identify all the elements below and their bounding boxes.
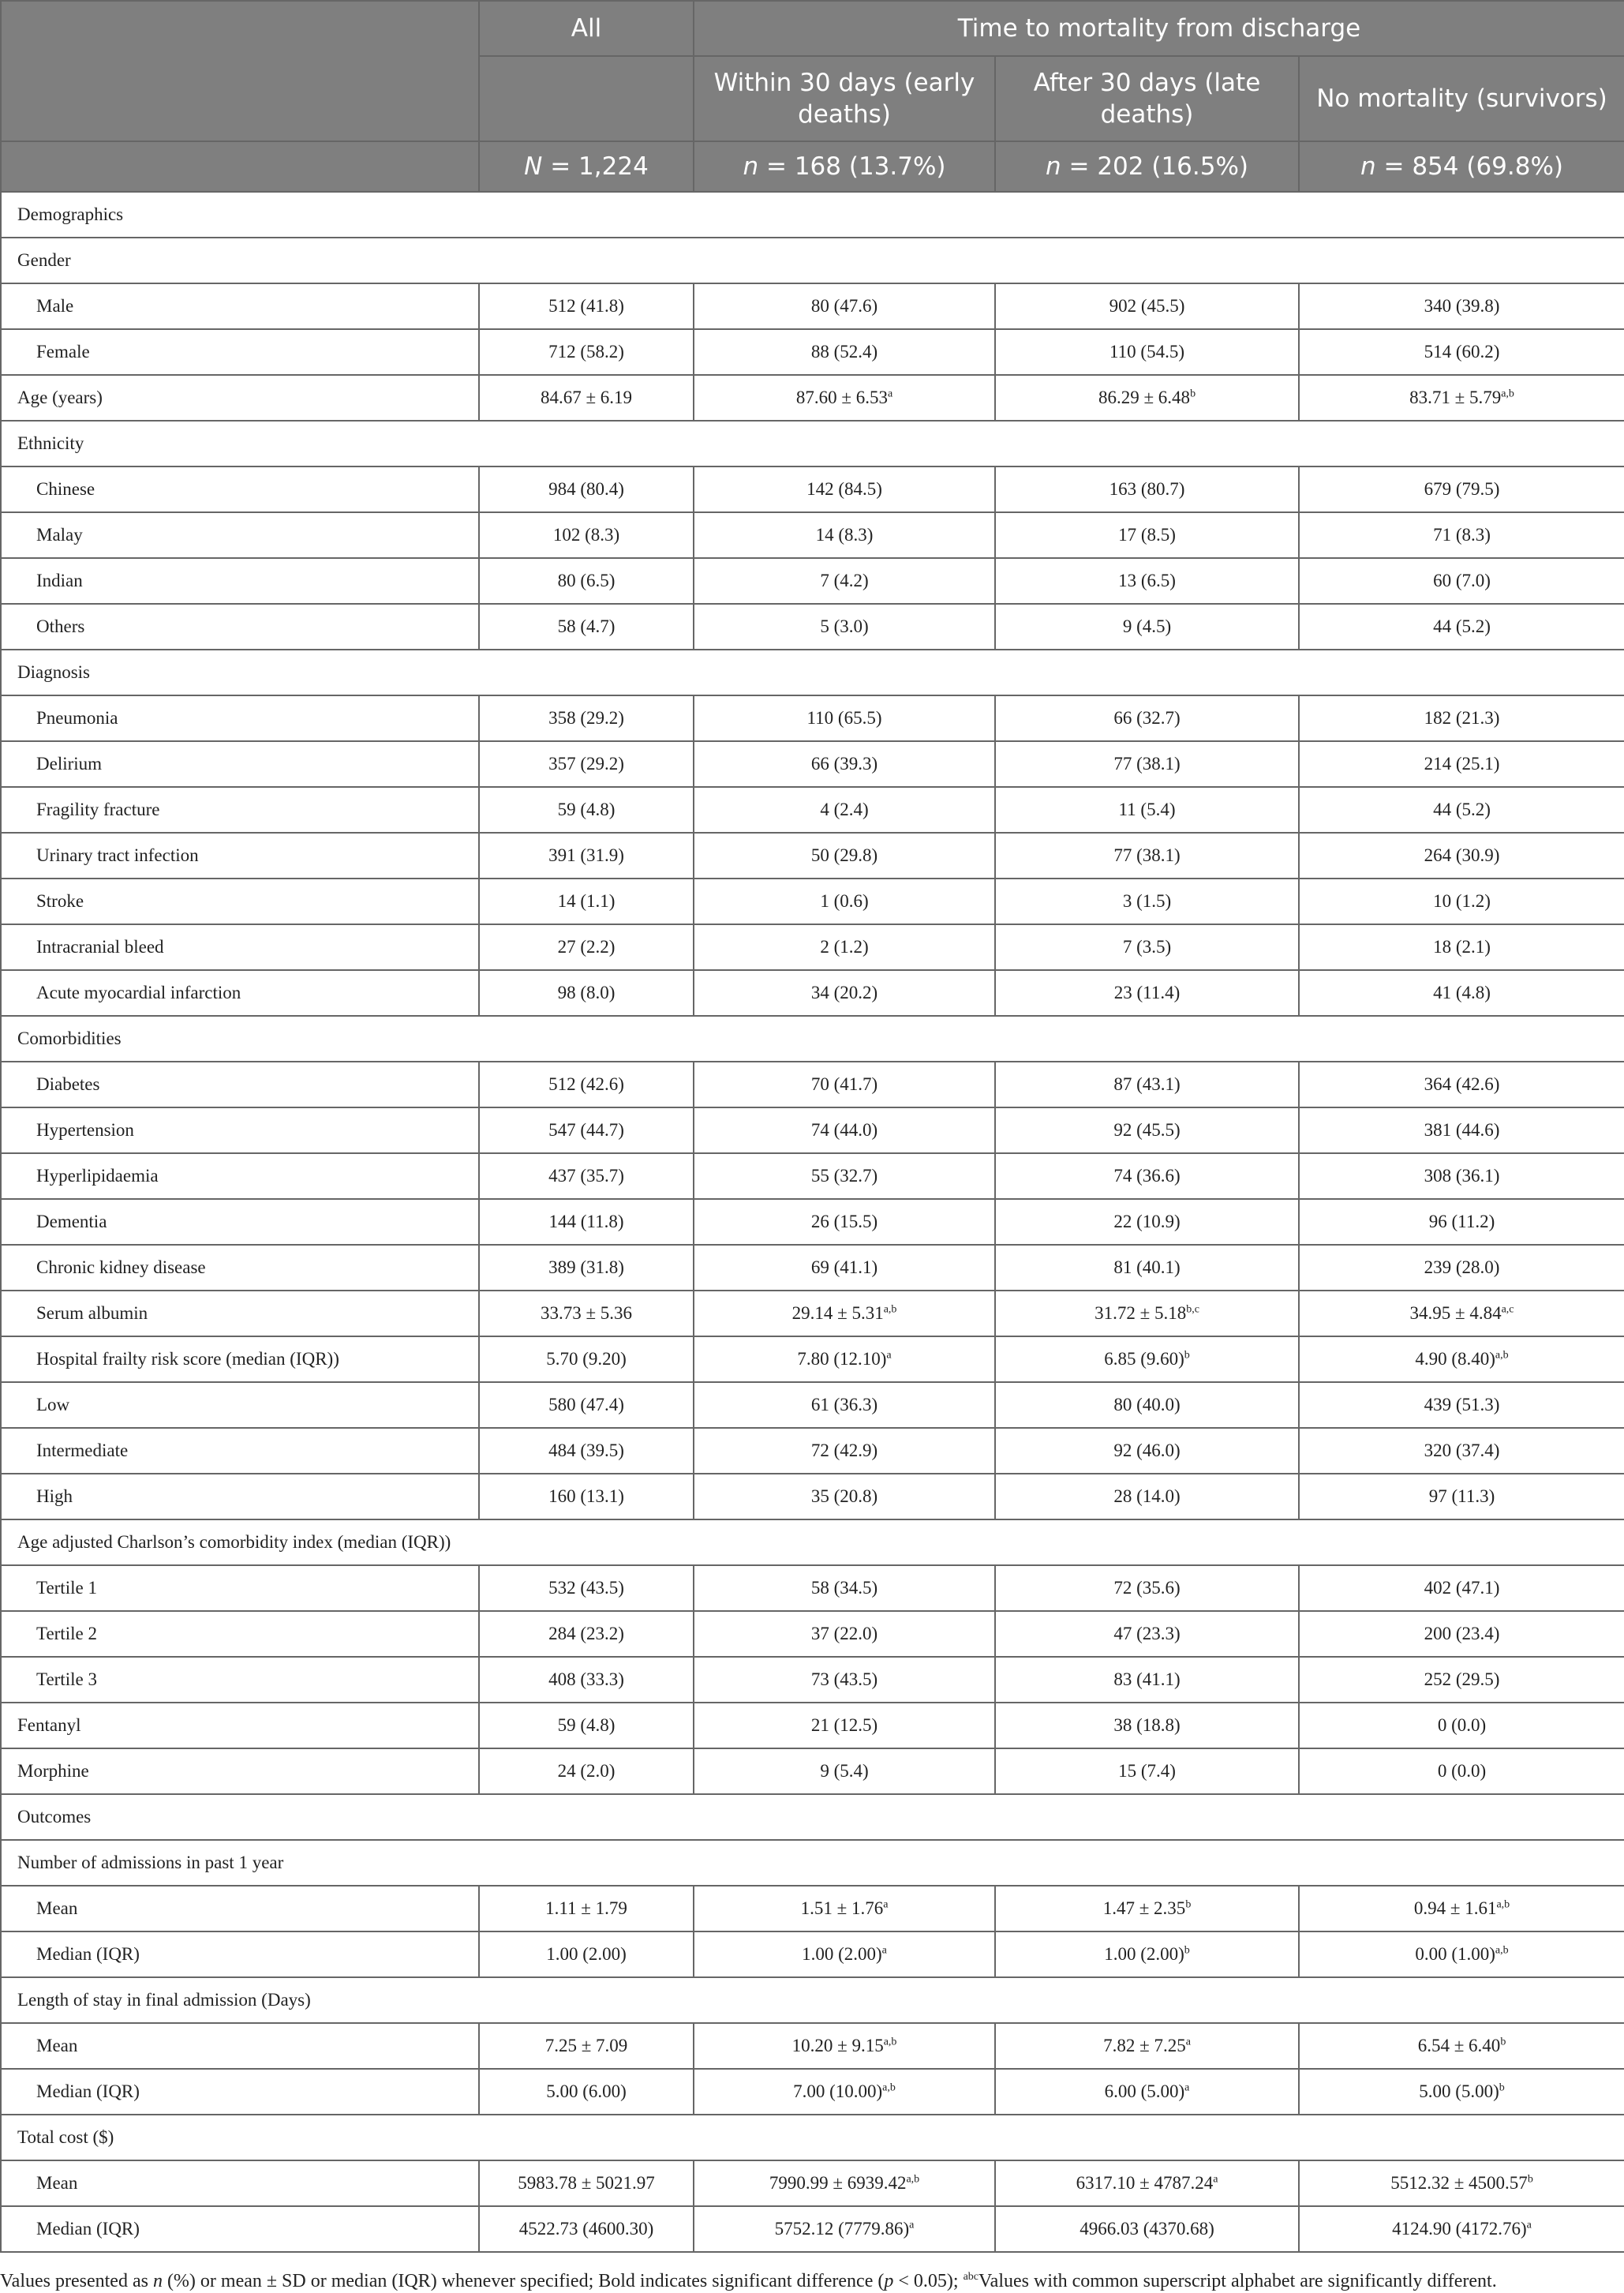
cell-value: 110 (54.5) [995,329,1299,375]
row-label: Acute myocardial infarction [1,970,479,1016]
cell-value: 50 (29.8) [694,833,995,879]
row-label: Tertile 1 [1,1565,479,1611]
cell-value: 81 (40.1) [995,1245,1299,1291]
cell-superscript: a [883,1898,889,1911]
cell-value: 60 (7.0) [1299,558,1624,604]
cell-value: 10 (1.2) [1299,879,1624,924]
cell-value: 1.00 (2.00) [479,1931,694,1977]
section-label: Total cost ($) [1,2115,1624,2160]
row-label: Hospital frailty risk score (median (IQR)) [1,1336,479,1382]
cell-superscript: b [1500,2036,1506,2048]
section-row [1,1794,1624,1840]
cell-value: 70 (41.7) [694,1062,995,1107]
cell-value: 7.80 $(12.10)^a$ [694,1336,995,1382]
cell-value: 77 (38.1) [995,833,1299,879]
cell-superscript: a [886,1349,892,1362]
table-row [1,1336,1624,1382]
cell-value: 7 (4.2) [694,558,995,604]
row-label: Diabetes [1,1062,479,1107]
cell-value: 14 (1.1) [479,879,694,924]
row-label: Male [1,283,479,329]
table-row [1,924,1624,970]
cell-value: 97 (11.3) [1299,1474,1624,1519]
cell-value: 1.51 ± 1.76$^a$ [694,1886,995,1931]
cell-value: 61 (36.3) [694,1382,995,1428]
cell-value: 7.82 ± 7.25$^a$ [995,2023,1299,2069]
cell-value: 437 (35.7) [479,1153,694,1199]
cell-value: 408 (33.3) [479,1657,694,1703]
cell-value: $0.94 \pm 1.61^{a,b}$ [1299,1886,1624,1931]
table-row [1,1657,1624,1703]
header-n-surv: n = 854 (69.8%) [1299,141,1624,192]
cell-value: 80 (47.6) [694,283,995,329]
table-row [1,2023,1624,2069]
table-row [1,1291,1624,1336]
row-label: Chronic kidney disease [1,1245,479,1291]
row-label: Malay [1,512,479,558]
cell-superscript: a,b [1495,1944,1509,1957]
cell-value: 902 (45.5) [995,283,1299,329]
cell-value: 0 (0.0) [1299,1748,1624,1794]
cell-value: 92 (46.0) [995,1428,1299,1474]
cell-value: 58 (34.5) [694,1565,995,1611]
cell-value: 4522.73 (4600.30) [479,2206,694,2252]
cell-superscript: a,b [1501,388,1514,400]
table-row [1,283,1624,329]
cell-superscript: a,b [906,2173,920,2186]
cell-value: 6317.10 ± 4787.24$^a$ [995,2160,1299,2206]
cell-value: 7.25 ± 7.09 [479,2023,694,2069]
section-label: Ethnicity [1,421,1624,466]
cell-value: 80 (40.0) [995,1382,1299,1428]
cell-superscript: a [909,2219,915,2231]
cell-value: 59 (4.8) [479,1703,694,1748]
row-label: Others [1,604,479,650]
cell-superscript: a [881,1944,887,1957]
cell-value: 23 (11.4) [995,970,1299,1016]
cell-superscript: a [1185,2036,1191,2048]
cell-value: 96 (11.2) [1299,1199,1624,1245]
cell-value: 77 (38.1) [995,741,1299,787]
row-label: Fentanyl [1,1703,479,1748]
cell-value: 72 (42.9) [694,1428,995,1474]
table-row [1,1199,1624,1245]
section-row [1,192,1624,238]
table-row [1,1931,1624,1977]
cell-value: 59 (4.8) [479,787,694,833]
table-row [1,1382,1624,1428]
row-label: Age (years) [1,375,479,421]
table-row [1,329,1624,375]
cell-value: 532 (43.5) [479,1565,694,1611]
cell-value: 1.11 ± 1.79 [479,1886,694,1931]
table-row [1,1474,1624,1519]
cell-value: $7990.99 \pm 6939.42^{a,b}$ [694,2160,995,2206]
cell-value: 87.60 ± 6.53$^a$ [694,375,995,421]
cell-value: 1.00 $(2.00)^b$ [995,1931,1299,1977]
cell-value: 35 (20.8) [694,1474,995,1519]
cell-value: 320 (37.4) [1299,1428,1624,1474]
row-label: Chinese [1,466,479,512]
table-row [1,970,1624,1016]
cell-value: 5.70 (9.20) [479,1336,694,1382]
cell-value: 41 (4.8) [1299,970,1624,1016]
cell-value: 1.00 $(2.00)^a$ [694,1931,995,1977]
cell-value: 357 (29.2) [479,741,694,787]
cell-value: 66 (32.7) [995,695,1299,741]
row-label: Tertile 2 [1,1611,479,1657]
table-row [1,1565,1624,1611]
section-label: Demographics [1,192,1624,238]
row-label: High [1,1474,479,1519]
section-row [1,421,1624,466]
cell-value: 3 (1.5) [995,879,1299,924]
cell-value: 4 (2.4) [694,787,995,833]
table-row [1,466,1624,512]
cell-value: 514 (60.2) [1299,329,1624,375]
table-row [1,604,1624,650]
cell-value: 5512.32 ± 4500.57$^b$ [1299,2160,1624,2206]
cell-value: 102 (8.3) [479,512,694,558]
cell-value: 284 (23.2) [479,1611,694,1657]
cell-value: 547 (44.7) [479,1107,694,1153]
cell-value: 4.90 $(8.40)^{a,b}$ [1299,1336,1624,1382]
cell-superscript: b [1184,1349,1190,1362]
cell-superscript: b,c [1186,1303,1199,1316]
row-label: Median (IQR) [1,1931,479,1977]
table-row [1,1428,1624,1474]
table-row [1,1748,1624,1794]
cell-value: 402 (47.1) [1299,1565,1624,1611]
cell-value: 0 (0.0) [1299,1703,1624,1748]
cell-value: 73 (43.5) [694,1657,995,1703]
table-row [1,1245,1624,1291]
header-col-late: After 30 days (late deaths) [995,56,1299,141]
section-label: Comorbidities [1,1016,1624,1062]
cell-value: 24 (2.0) [479,1748,694,1794]
cell-value: 98 (8.0) [479,970,694,1016]
cell-value: 214 (25.1) [1299,741,1624,787]
row-label: Delirium [1,741,479,787]
cell-superscript: b [1185,1898,1192,1911]
table-row [1,833,1624,879]
cell-superscript: b [1184,1944,1190,1957]
cell-value: 44 (5.2) [1299,787,1624,833]
cell-value: 679 (79.5) [1299,466,1624,512]
row-label: Indian [1,558,479,604]
cell-value: 38 (18.8) [995,1703,1299,1748]
cell-value: 9 (5.4) [694,1748,995,1794]
cell-superscript: b [1190,388,1196,400]
cell-value: 27 (2.2) [479,924,694,970]
header-n-all: N = 1,224 [479,141,694,192]
cell-value: 512 (41.8) [479,283,694,329]
table-row [1,512,1624,558]
header-col-surv: No mortality (survivors) [1299,56,1624,141]
cell-value: 364 (42.6) [1299,1062,1624,1107]
cell-value: 163 (80.7) [995,466,1299,512]
cell-value: 55 (32.7) [694,1153,995,1199]
cell-value: 7 (3.5) [995,924,1299,970]
row-label: Tertile 3 [1,1657,479,1703]
cell-value: 44 (5.2) [1299,604,1624,650]
cell-value: 239 (28.0) [1299,1245,1624,1291]
cell-superscript: a,c [1501,1303,1514,1316]
cell-value: 9 (4.5) [995,604,1299,650]
cell-value: 6.54 ± 6.40$^b$ [1299,2023,1624,2069]
section-label: Length of stay in final admission (Days) [1,1977,1624,2023]
cell-value: 712 (58.2) [479,329,694,375]
section-label: Age adjusted Charlson’s comorbidity index (median (IQR)) [1,1519,1624,1565]
cell-value: 142 (84.5) [694,466,995,512]
cell-value: 13 (6.5) [995,558,1299,604]
cell-value: 33.73 ± 5.36 [479,1291,694,1336]
cell-value: 512 (42.6) [479,1062,694,1107]
cell-superscript: a [1526,2219,1532,2231]
cell-value: $34.95 \pm 4.84^{a,c}$ [1299,1291,1624,1336]
cell-value: 80 (6.5) [479,558,694,604]
table-row [1,741,1624,787]
header-empty-cell [1,1,479,141]
section-row [1,1016,1624,1062]
cell-value: 7.00 $(10.00)^{a,b}$ [694,2069,995,2115]
cell-superscript: a [1213,2173,1218,2186]
cell-value: 5983.78 ± 5021.97 [479,2160,694,2206]
cell-value: 160 (13.1) [479,1474,694,1519]
cell-value: 18 (2.1) [1299,924,1624,970]
cell-value: 15 (7.4) [995,1748,1299,1794]
cell-value: 389 (31.8) [479,1245,694,1291]
cell-superscript: a,b [1496,1898,1510,1911]
section-row [1,1840,1624,1886]
cell-value: 439 (51.3) [1299,1382,1624,1428]
table-row [1,1107,1624,1153]
cell-value: $29.14 \pm 5.31^{a,b}$ [694,1291,995,1336]
cell-value: 4124.90 $(4172.76)^a$ [1299,2206,1624,2252]
section-label: Diagnosis [1,650,1624,695]
cell-value: 264 (30.9) [1299,833,1624,879]
cell-value: 17 (8.5) [995,512,1299,558]
table-row [1,2160,1624,2206]
row-label: Mean [1,2160,479,2206]
row-label: Mean [1,1886,479,1931]
row-label: Median (IQR) [1,2069,479,2115]
cell-value: 74 (36.6) [995,1153,1299,1199]
cell-value: 66 (39.3) [694,741,995,787]
cell-superscript: a,b [882,2081,896,2094]
cell-value: 86.29 ± 6.48$^b$ [995,375,1299,421]
cell-superscript: a [1184,2081,1190,2094]
cell-value: 11 (5.4) [995,787,1299,833]
row-label: Urinary tract infection [1,833,479,879]
cell-value: 88 (52.4) [694,329,995,375]
row-label: Median (IQR) [1,2206,479,2252]
cell-value: 2 (1.2) [694,924,995,970]
header-group: Time to mortality from discharge [694,1,1624,56]
cell-value: 5 (3.0) [694,604,995,650]
table-row [1,2206,1624,2252]
row-label: Hypertension [1,1107,479,1153]
header-all-blank [479,56,694,141]
header-col-early: Within 30 days (early deaths) [694,56,995,141]
cell-value: 22 (10.9) [995,1199,1299,1245]
cell-value: 580 (47.4) [479,1382,694,1428]
cell-value: 37 (22.0) [694,1611,995,1657]
cell-value: 6.85 $(9.60)^b$ [995,1336,1299,1382]
cell-value: 21 (12.5) [694,1703,995,1748]
cell-value: 71 (8.3) [1299,512,1624,558]
cell-superscript: b [1499,2081,1505,2094]
cell-value: 358 (29.2) [479,695,694,741]
cell-value: 0.00 $(1.00)^{a,b}$ [1299,1931,1624,1977]
cell-value: 5.00 $(5.00)^b$ [1299,2069,1624,2115]
cell-value: 69 (41.1) [694,1245,995,1291]
row-label: Hyperlipidaemia [1,1153,479,1199]
cell-superscript: a [887,388,893,400]
cell-value: 984 (80.4) [479,466,694,512]
cell-value: 200 (23.4) [1299,1611,1624,1657]
section-row [1,1519,1624,1565]
table-row [1,558,1624,604]
table-row [1,1886,1624,1931]
header-n-late: n = 202 (16.5%) [995,141,1299,192]
cell-value: 34 (20.2) [694,970,995,1016]
table-row [1,1703,1624,1748]
section-row [1,238,1624,283]
row-label: Female [1,329,479,375]
table-footnote: Values presented as n (%) or mean ± SD or median (IQR) whenever specified; Bold indicates significant difference (p < 0.05); $^{abc}$Values with common superscript alphabet are significantly different. [0,2271,1497,2291]
section-row [1,650,1624,695]
cell-value: 308 (36.1) [1299,1153,1624,1199]
section-row [1,2115,1624,2160]
table-row [1,1153,1624,1199]
cell-value: 87 (43.1) [995,1062,1299,1107]
cell-value: 92 (45.5) [995,1107,1299,1153]
cell-value: 182 (21.3) [1299,695,1624,741]
table-row [1,695,1624,741]
cell-value: 1.47 ± 2.35$^b$ [995,1886,1299,1931]
cell-value: 72 (35.6) [995,1565,1299,1611]
row-label: Fragility fracture [1,787,479,833]
table-row [1,1611,1624,1657]
cell-value: 84.67 ± 6.19 [479,375,694,421]
cell-value: 1 (0.6) [694,879,995,924]
cell-value: 381 (44.6) [1299,1107,1624,1153]
cell-value: 110 (65.5) [694,695,995,741]
row-label: Low [1,1382,479,1428]
section-label: Number of admissions in past 1 year [1,1840,1624,1886]
row-label: Morphine [1,1748,479,1794]
cell-value: 5752.12 $(7779.86)^a$ [694,2206,995,2252]
row-label: Pneumonia [1,695,479,741]
table-row [1,879,1624,924]
header-n-empty [1,141,479,192]
table-header [1,1,1624,192]
cell-value: 58 (4.7) [479,604,694,650]
cell-superscript: b [1527,2173,1533,2186]
section-label: Outcomes [1,1794,1624,1840]
section-row [1,1977,1624,2023]
row-label: Mean [1,2023,479,2069]
table-body [1,192,1624,2252]
cell-value: 83 (41.1) [995,1657,1299,1703]
cell-value: 5.00 (6.00) [479,2069,694,2115]
header-n-early: n = 168 (13.7%) [694,141,995,192]
cell-superscript: a,b [1495,1349,1509,1362]
cell-value: 144 (11.8) [479,1199,694,1245]
cell-superscript: a,b [883,2036,897,2048]
section-label: Gender [1,238,1624,283]
cell-superscript: a,b [883,1303,897,1316]
table-row [1,787,1624,833]
row-label: Intermediate [1,1428,479,1474]
cell-value: 14 (8.3) [694,512,995,558]
cell-value: 484 (39.5) [479,1428,694,1474]
header-all: All [479,1,694,56]
cell-value: 252 (29.5) [1299,1657,1624,1703]
cell-value: 74 (44.0) [694,1107,995,1153]
cell-value: 340 (39.8) [1299,283,1624,329]
cell-value: $31.72 \pm 5.18^{b,c}$ [995,1291,1299,1336]
cell-value: 6.00 $(5.00)^a$ [995,2069,1299,2115]
cell-value: 391 (31.9) [479,833,694,879]
cell-value: $10.20 \pm 9.15^{a,b}$ [694,2023,995,2069]
table-row [1,2069,1624,2115]
cell-value: $83.71 \pm 5.79^{a,b}$ [1299,375,1624,421]
table-row [1,1062,1624,1107]
row-label: Intracranial bleed [1,924,479,970]
cell-value: 26 (15.5) [694,1199,995,1245]
row-label: Dementia [1,1199,479,1245]
row-label: Serum albumin [1,1291,479,1336]
cell-value: 4966.03 (4370.68) [995,2206,1299,2252]
cell-value: 47 (23.3) [995,1611,1299,1657]
cell-value: 28 (14.0) [995,1474,1299,1519]
table-row [1,375,1624,421]
row-label: Stroke [1,879,479,924]
